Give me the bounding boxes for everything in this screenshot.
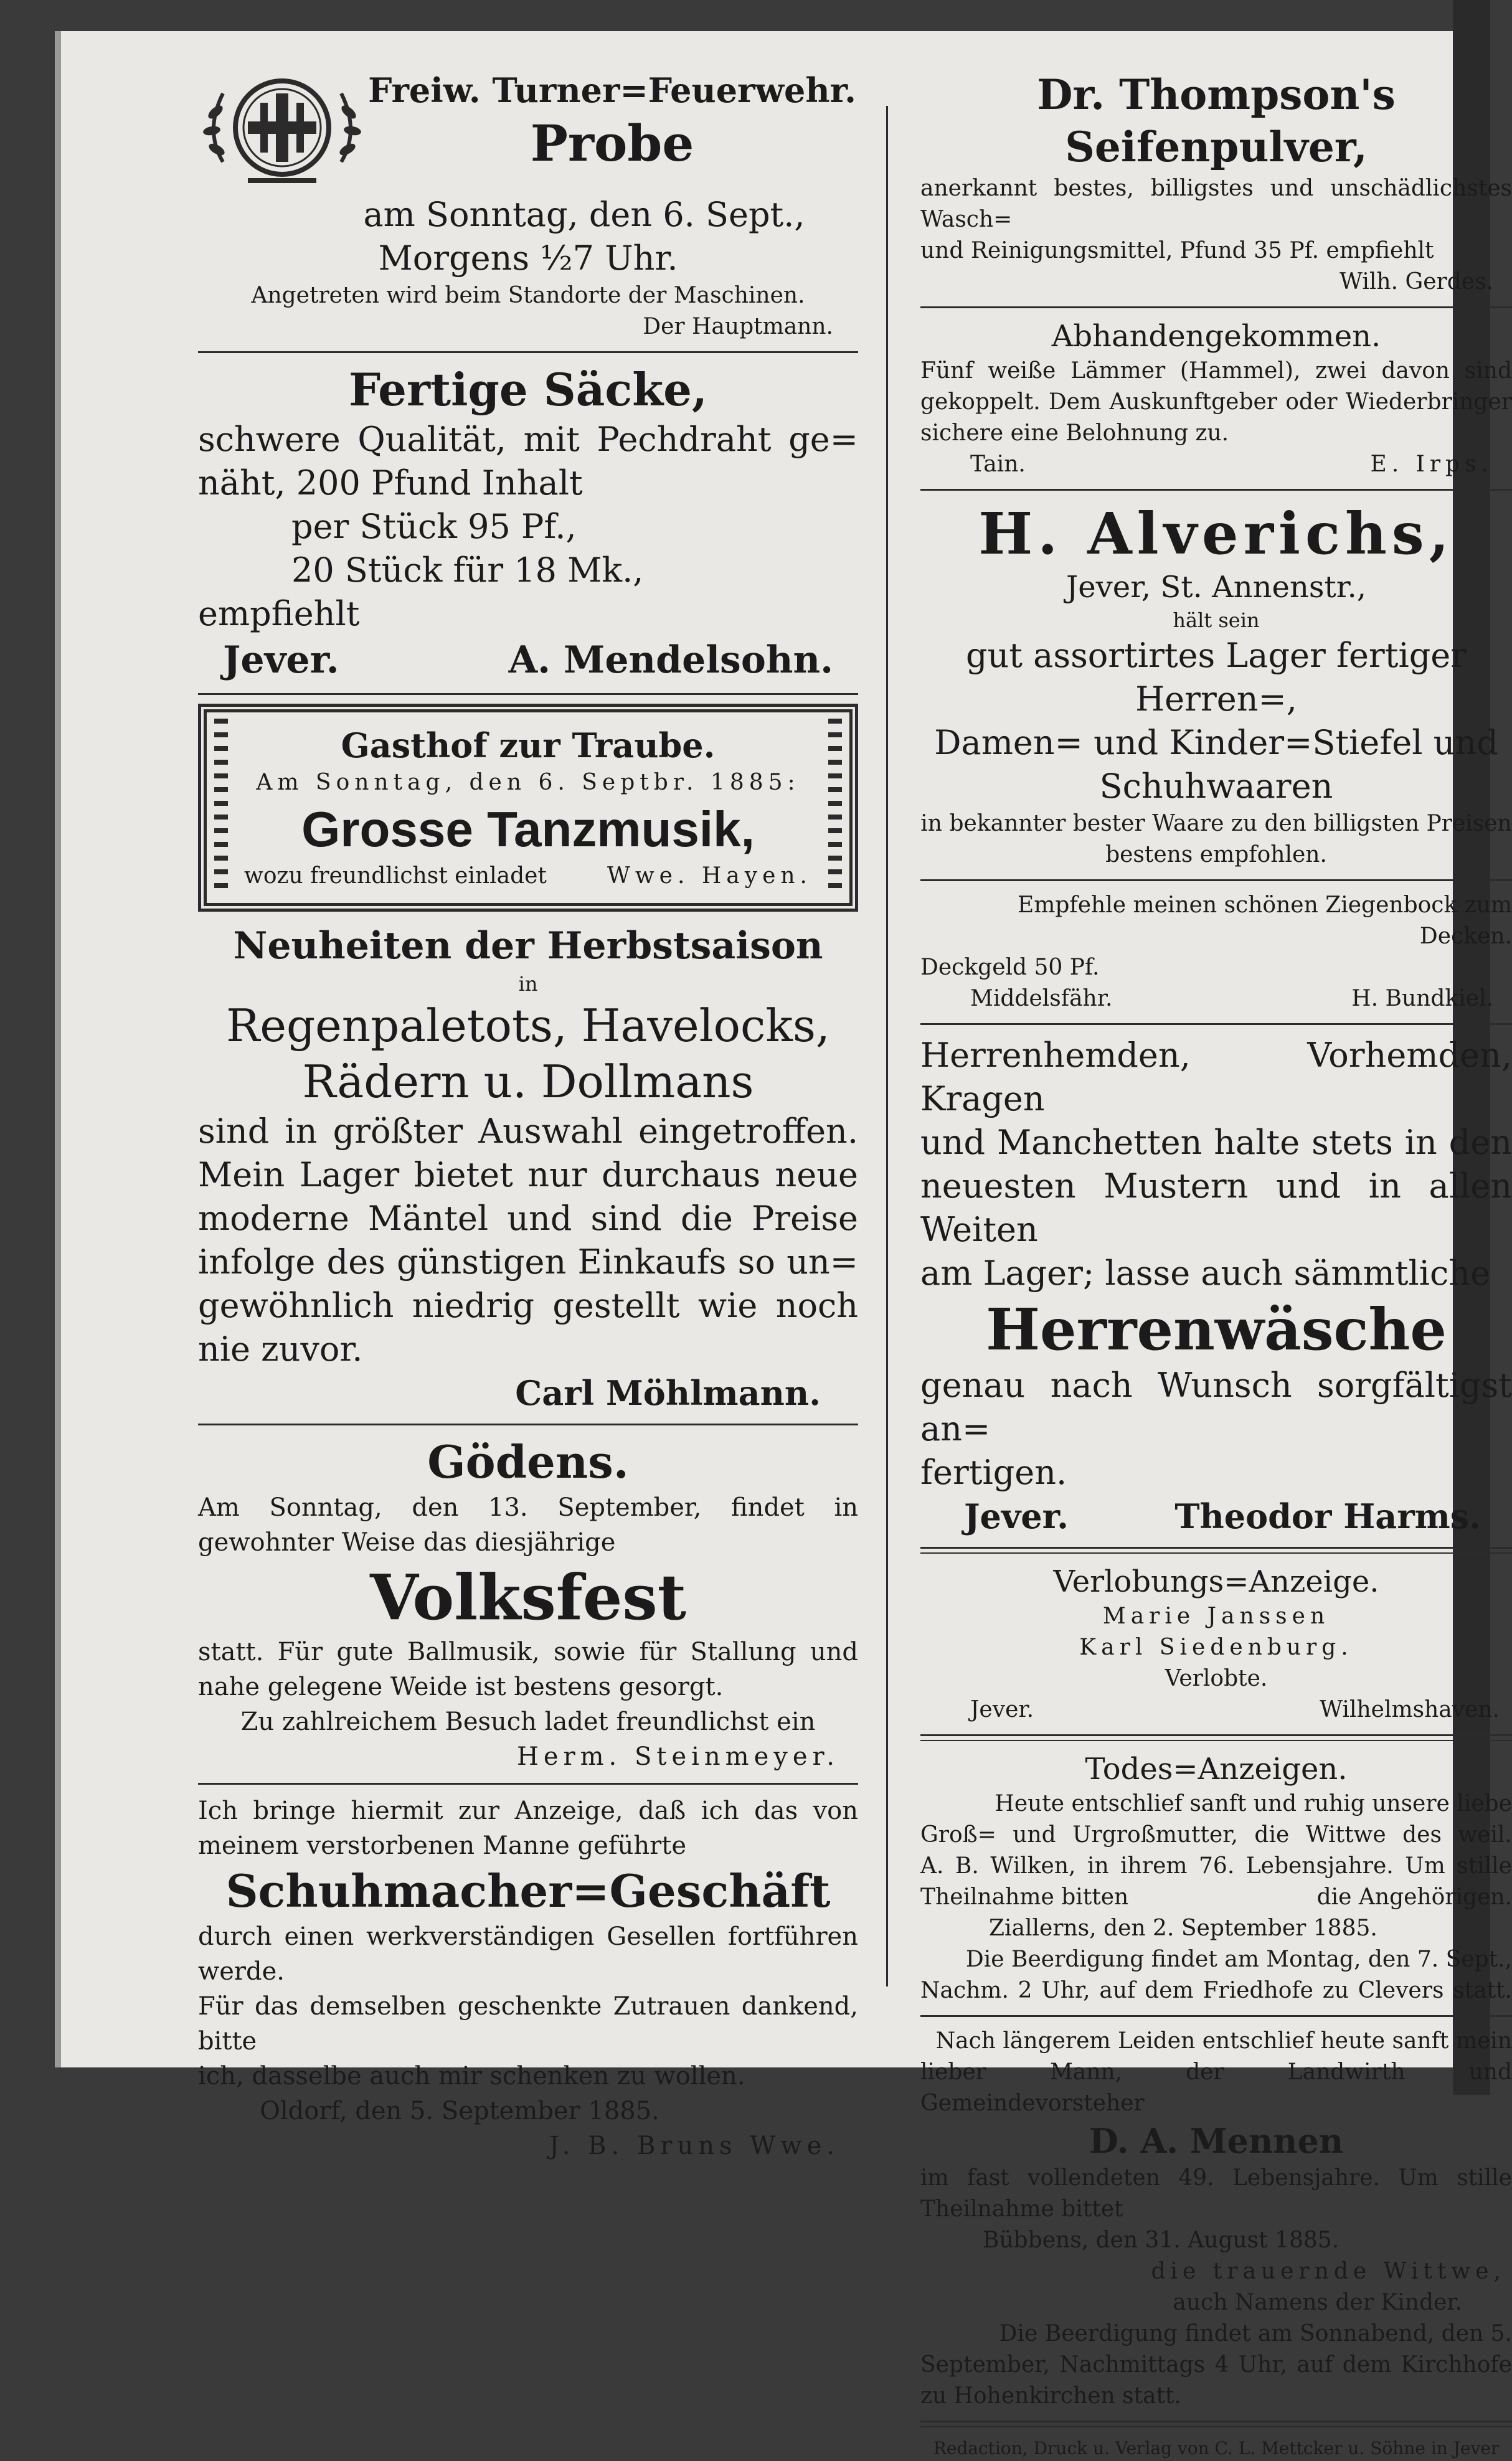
- schuh-line5: ich, dasselbe auch mir schenken zu wollen.: [198, 2062, 745, 2090]
- right-column: [920, 68, 1512, 2461]
- schuh-line2: meinem verstorbenen Manne geführte: [198, 1831, 687, 1860]
- mennen-line1: Nach längerem Leiden entschlief heute sanft mein: [935, 2028, 1512, 2054]
- herbst-ad: [198, 922, 858, 1415]
- herbst-line1: Regenpaletots, Havelocks,: [226, 999, 830, 1052]
- verlobung-status: Verlobte.: [1165, 1666, 1268, 1691]
- volksfest-heading: Volksfest: [370, 1561, 686, 1634]
- saecke-ad: [198, 362, 858, 684]
- saecke-line3: per Stück 95 Pf.,: [291, 507, 577, 546]
- schuh-ad: [198, 1793, 858, 2163]
- abhanden-title: Abhandengekommen.: [1051, 319, 1381, 354]
- harms-body-1: Herrenhemden, Vorhemden, Kragen: [920, 1036, 1512, 1118]
- feuerwehr-signature: Der Hauptmann.: [643, 314, 833, 339]
- todes-line2: Groß= und Urgroßmutter, die Wittwe des weil.: [920, 1822, 1512, 1848]
- traube-invite: wozu freundlichst einladet: [244, 863, 547, 889]
- feuerwehr-title: Freiw. Turner=Feuerwehr.: [368, 70, 856, 110]
- verlobung-ad: [920, 1562, 1512, 1726]
- separator: [920, 1547, 1512, 1554]
- mennen-line3: im fast vollendeten 49. Lebensjahre. Um stille: [920, 2165, 1512, 2191]
- thompson-line1: anerkannt bestes, billigstes und unschädlichstes Wasch=: [920, 176, 1512, 232]
- harms-place: Jever.: [964, 1496, 1069, 1536]
- todes-line6: Die Beerdigung findet am Montag, den 7. Sept.,: [965, 1947, 1512, 1972]
- herbst-body-3: moderne Mäntel und sind die Preise: [198, 1199, 858, 1238]
- mennen-name: D. A. Mennen: [1089, 2121, 1344, 2161]
- todes-line7: Nachm. 2 Uhr, auf dem Friedhofe zu Clevers statt.: [920, 1978, 1512, 2003]
- separator: [920, 1734, 1512, 1741]
- harms-name: Theodor Harms.: [1174, 1496, 1481, 1536]
- harms-body-2: und Manchetten halte stets in den: [920, 1123, 1512, 1162]
- ziegenbock-name: H. Bundkiel.: [1351, 986, 1493, 1011]
- mennen-line2: lieber Mann, der Landwirth und Gemeindevorsteher: [920, 2059, 1512, 2116]
- newspaper-page: [55, 31, 1512, 2459]
- herbst-last: nie zuvor.: [198, 1330, 363, 1369]
- feuerwehr-body: [198, 193, 858, 342]
- goedens-title: Gödens.: [427, 1435, 629, 1488]
- schuh-title: Schuhmacher=Geschäft: [225, 1864, 831, 1917]
- schuh-line6: Oldorf, den 5. September 1885.: [260, 2097, 659, 2125]
- mennen-line4: Theilnahme bittet: [920, 2196, 1123, 2222]
- separator: [920, 2015, 1512, 2017]
- separator: [198, 351, 858, 353]
- goedens-line2: gewohnter Weise das diesjährige: [198, 1528, 616, 1557]
- abhanden-name: E. Irps.: [1370, 451, 1493, 477]
- traube-title: Gasthof zur Traube.: [341, 725, 716, 765]
- harms-line5: genau nach Wunsch sorgfältigst an=: [920, 1366, 1512, 1448]
- separator: [198, 1424, 858, 1425]
- herbst-line2: Rädern u. Dollmans: [302, 1056, 754, 1108]
- turner-cross-emblem-icon: [198, 68, 366, 193]
- separator: [920, 879, 1512, 881]
- feuerwehr-line2: Morgens ½7 Uhr.: [378, 239, 678, 278]
- mennen-line10: zu Hohenkirchen statt.: [920, 2383, 1181, 2409]
- alverichs-line3: gut assortirtes Lager fertiger Herren=,: [965, 636, 1467, 719]
- goedens-line3: statt. Für gute Ballmusik, sowie für Stallung und: [198, 1638, 858, 1666]
- harms-body-3: neuesten Mustern und in allen Weiten: [920, 1166, 1512, 1249]
- herbst-body-4: infolge des günstigen Einkaufs so un=: [198, 1242, 858, 1282]
- todes-ad: [920, 1750, 1512, 2006]
- verlobung-title: Verlobungs=Anzeige.: [1053, 1564, 1379, 1599]
- todes-title: Todes=Anzeigen.: [1085, 1752, 1348, 1787]
- alverichs-line2: hält sein: [1173, 608, 1260, 632]
- saecke-line1: schwere Qualität, mit Pechdraht ge=: [198, 420, 858, 459]
- herrenwaesche-heading: Herrenwäsche: [986, 1296, 1447, 1363]
- herbst-body-2: Mein Lager bietet nur durchaus neue: [198, 1155, 858, 1194]
- schuh-line3: durch einen werkverständigen Gesellen fortführen werde.: [198, 1922, 858, 1986]
- verlobung-name1: Marie Janssen: [1102, 1604, 1330, 1629]
- herbst-in: in: [518, 972, 538, 996]
- goedens-line4: nahe gelegene Weide ist bestens gesorgt.: [198, 1673, 724, 1701]
- ziegenbock-line1: Empfehle meinen schönen Ziegenbock zum Decken.: [1017, 892, 1512, 949]
- alverichs-line6: in bekannter bester Waare zu den billigsten Preisen: [920, 811, 1512, 836]
- traube-name: Wwe. Hayen.: [607, 863, 812, 889]
- mennen-line7: auch Namens der Kinder.: [1173, 2290, 1462, 2315]
- probe-heading: Probe: [530, 114, 694, 172]
- ziegenbock-line2: Deckgeld 50 Pf.: [920, 955, 1100, 980]
- herbst-title: Neuheiten der Herbstsaison: [233, 924, 823, 968]
- abhanden-line1: Fünf weiße Lämmer (Hammel), zwei davon sind: [920, 358, 1512, 384]
- feuerwehr-line3: Angetreten wird beim Standorte der Maschinen.: [251, 283, 805, 308]
- herbst-body-1: sind in größter Auswahl eingetroffen.: [198, 1112, 858, 1151]
- alverichs-ad: [920, 499, 1512, 871]
- goedens-line1: Am Sonntag, den 13. September, findet in: [198, 1493, 858, 1522]
- goedens-name: Herm. Steinmeyer.: [516, 1742, 839, 1771]
- todes-line4a: Theilnahme bitten: [920, 1884, 1129, 1910]
- goedens-line5: Zu zahlreichem Besuch ladet freundlichst ein: [240, 1708, 816, 1736]
- column-divider: [886, 106, 888, 1986]
- separator: [920, 306, 1512, 308]
- herbst-name: Carl Möhlmann.: [515, 1373, 821, 1413]
- alverichs-line7: bestens empfohlen.: [1105, 842, 1327, 867]
- thompson-ad: [920, 68, 1512, 298]
- verlobung-place2: Wilhelmshaven.: [1320, 1697, 1500, 1722]
- todes-line3: A. B. Wilken, in ihrem 76. Lebensjahre. Um stille: [920, 1853, 1512, 1879]
- thompson-title: Dr. Thompson's Seifenpulver,: [1037, 70, 1396, 171]
- mennen-line5: Bübbens, den 31. August 1885.: [983, 2227, 1340, 2253]
- separator: [920, 2421, 1512, 2427]
- verlobung-place1: Jever.: [970, 1697, 1034, 1722]
- saecke-line4: 20 Stück für 18 Mk.,: [291, 550, 644, 590]
- saecke-line2: näht, 200 Pfund Inhalt: [198, 463, 583, 503]
- abhanden-line2: gekoppelt. Dem Auskunftgeber oder Wiederbringer: [920, 389, 1512, 415]
- saecke-line5: empfiehlt: [198, 594, 360, 633]
- thompson-name: Wilh. Gerdes.: [1339, 269, 1493, 295]
- harms-line6: fertigen.: [920, 1453, 1067, 1492]
- mennen-line6: die trauernde Wittwe,: [1151, 2259, 1506, 2284]
- harms-line4: am Lager; lasse auch sämmtliche: [920, 1254, 1491, 1293]
- saecke-title: Fertige Säcke,: [349, 363, 707, 416]
- saecke-name: A. Mendelsohn.: [508, 638, 833, 682]
- separator: [198, 693, 858, 695]
- mennen-ad: [920, 2026, 1512, 2412]
- verlobung-name2: Karl Siedenburg.: [1079, 1635, 1353, 1660]
- abhanden-place: Tain.: [970, 451, 1026, 477]
- alverichs-line1: Jever, St. Annenstr.,: [1066, 570, 1366, 605]
- traube-date: Am Sonntag, den 6. Septbr. 1885:: [256, 770, 800, 795]
- traube-ad-frame: [198, 704, 858, 912]
- alverichs-title: H. Alverichs,: [978, 500, 1454, 567]
- separator: [920, 489, 1512, 491]
- herbst-body-5: gewöhnlich niedrig gestellt wie noch: [198, 1286, 858, 1325]
- imprint-footer: Redaction, Druck u. Verlag von C. L. Mettcker u. Söhne in Jever: [933, 2438, 1500, 2459]
- todes-line4b: die Angehörigen.: [1316, 1884, 1512, 1910]
- left-column: [198, 68, 858, 2163]
- thompson-line2: und Reinigungsmittel, Pfund 35 Pf. empfiehlt: [920, 238, 1434, 263]
- schuh-name: J. B. Bruns Wwe.: [549, 2132, 839, 2160]
- schuh-line1: Ich bringe hiermit zur Anzeige, daß ich das von: [198, 1797, 858, 1825]
- feuerwehr-ad: [198, 68, 858, 193]
- abhanden-ad: [920, 317, 1512, 480]
- ziegenbock-ad: [920, 890, 1512, 1014]
- separator: [198, 1783, 858, 1785]
- todes-line5: Ziallerns, den 2. September 1885.: [989, 1915, 1377, 1941]
- schuh-line4: Für das demselben geschenkte Zutrauen dankend, bitte: [198, 1992, 858, 2056]
- alverichs-line4: Damen= und Kinder=Stiefel und: [934, 723, 1498, 762]
- abhanden-line3: sichere eine Belohnung zu.: [920, 420, 1229, 446]
- saecke-place: Jever.: [223, 638, 339, 682]
- ziegenbock-place: Middelsfähr.: [970, 986, 1113, 1011]
- goedens-ad: [198, 1434, 858, 1774]
- mennen-line9: September, Nachmittags 4 Uhr, auf dem Kirchhofe: [920, 2352, 1512, 2378]
- feuerwehr-line1: am Sonntag, den 6. Sept.,: [363, 195, 805, 234]
- harms-ad: [920, 1034, 1512, 1538]
- separator: [920, 1023, 1512, 1025]
- traube-event: Grosse Tanzmusik,: [301, 801, 755, 857]
- todes-line1: Heute entschlief sanft und ruhig unsere liebe: [995, 1791, 1512, 1816]
- alverichs-line5: Schuhwaaren: [1099, 767, 1333, 806]
- mennen-line8: Die Beerdigung findet am Sonnabend, den 5.: [999, 2321, 1512, 2346]
